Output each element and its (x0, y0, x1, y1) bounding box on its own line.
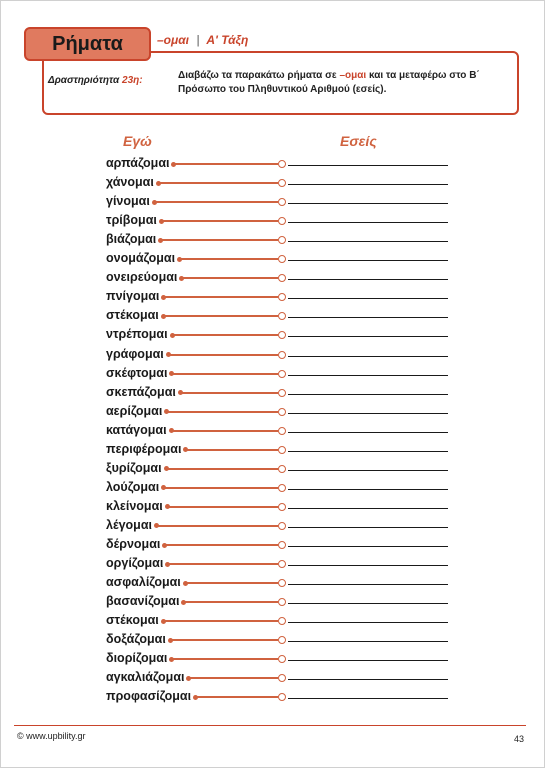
verb-label: στέκομαι (106, 308, 159, 323)
connector-line (164, 315, 278, 317)
answer-blank[interactable] (288, 470, 448, 471)
verb-label: προφασίζομαι (106, 689, 192, 704)
connector-end-circle[interactable] (278, 312, 286, 320)
verb-label: πνίγομαι (106, 289, 160, 304)
verb-row (0, 593, 545, 612)
suffix-label: –ομαι (157, 33, 190, 47)
answer-blank[interactable] (288, 527, 448, 528)
grade-label: Α' Τάξη (206, 33, 249, 47)
verb-row (0, 269, 545, 288)
connector-line (159, 182, 278, 184)
answer-blank[interactable] (288, 603, 448, 604)
footer-copyright: © www.upbility.gr (17, 731, 86, 741)
connector-line (180, 258, 278, 260)
connector-end-circle[interactable] (278, 389, 286, 397)
answer-blank[interactable] (288, 489, 448, 490)
column-heading-ego: Εγώ (123, 133, 152, 149)
connector-line (157, 525, 278, 527)
connector-line (167, 468, 278, 470)
verb-label: ξυρίζομαι (106, 460, 162, 475)
connector-line (172, 658, 278, 660)
verb-row (0, 288, 545, 307)
verb-row (0, 669, 545, 688)
verb-label: κλείνομαι (106, 498, 163, 513)
answer-blank[interactable] (288, 279, 448, 280)
instruction-text-after: και τα μεταφέρω στο Β΄ Πρόσωπο του Πληθυντικού Αριθμού (εσείς). (178, 70, 480, 95)
connector-end-circle[interactable] (278, 484, 286, 492)
verb-row (0, 441, 545, 460)
verb-label: κατάγομαι (106, 422, 167, 437)
activity-number: 23η: (122, 75, 143, 86)
connector-end-circle[interactable] (278, 255, 286, 263)
connector-end-circle[interactable] (278, 274, 286, 282)
connector-end-circle[interactable] (278, 617, 286, 625)
connector-line (173, 334, 278, 336)
answer-blank[interactable] (288, 432, 448, 433)
verb-label: γίνομαι (106, 194, 150, 209)
connector-line (189, 677, 278, 679)
answer-blank[interactable] (288, 679, 448, 680)
verb-row (0, 688, 545, 707)
verb-label: περιφέρομαι (106, 441, 182, 456)
connector-line (196, 696, 278, 698)
verb-label: ονομάζομαι (106, 251, 176, 266)
connector-end-circle[interactable] (278, 331, 286, 339)
connector-end-circle[interactable] (278, 217, 286, 225)
verb-row (0, 384, 545, 403)
answer-blank[interactable] (288, 184, 448, 185)
verb-label: βιάζομαι (106, 232, 157, 247)
answer-blank[interactable] (288, 660, 448, 661)
answer-blank[interactable] (288, 622, 448, 623)
connector-end-circle[interactable] (278, 636, 286, 644)
answer-blank[interactable] (288, 451, 448, 452)
answer-blank[interactable] (288, 298, 448, 299)
verb-label: χάνομαι (106, 175, 154, 190)
answer-blank[interactable] (288, 260, 448, 261)
verb-row (0, 346, 545, 365)
verb-label: ονειρεύομαι (106, 270, 178, 285)
answer-blank[interactable] (288, 241, 448, 242)
activity-label-prefix: Δραστηριότητα (48, 75, 120, 86)
connector-end-circle[interactable] (278, 198, 286, 206)
verb-label: σκέφτομαι (106, 365, 168, 380)
instruction-text-before: Διαβάζω τα παρακάτω ρήματα σε (178, 70, 337, 81)
verb-label: λέγομαι (106, 517, 152, 532)
connector-line (164, 296, 278, 298)
verb-label: ντρέπομαι (106, 327, 168, 342)
connector-end-circle[interactable] (278, 503, 286, 511)
connector-line (182, 277, 278, 279)
connector-line (164, 487, 278, 489)
answer-blank[interactable] (288, 394, 448, 395)
verb-row (0, 650, 545, 669)
connector-line (172, 430, 278, 432)
activity-instructions (178, 69, 516, 97)
verb-row (0, 460, 545, 479)
activity-label (48, 75, 143, 86)
connector-line (186, 449, 278, 451)
verb-row (0, 174, 545, 193)
verb-row (0, 193, 545, 212)
verb-label: δοξάζομαι (106, 632, 166, 647)
answer-blank[interactable] (288, 641, 448, 642)
connector-end-circle[interactable] (278, 160, 286, 168)
connector-end-circle[interactable] (278, 693, 286, 701)
verb-label: δέρνομαι (106, 537, 161, 551)
connector-line (161, 239, 278, 241)
verb-row (0, 536, 545, 555)
connector-line (181, 392, 278, 394)
connector-end-circle[interactable] (278, 293, 286, 301)
verb-row (0, 307, 545, 326)
verb-row (0, 231, 545, 250)
subtitle (157, 33, 248, 47)
verb-label: λούζομαι (106, 479, 160, 494)
page-number: 43 (513, 734, 524, 744)
connector-line (172, 373, 278, 375)
connector-line (168, 506, 278, 508)
connector-end-circle[interactable] (278, 579, 286, 587)
verb-label: σκεπάζομαι (106, 384, 176, 399)
connector-line (155, 201, 278, 203)
verb-row (0, 365, 545, 384)
verb-label: αγκαλιάζομαι (106, 670, 185, 685)
verb-label: στέκομαι (106, 613, 159, 628)
verb-row (0, 403, 545, 422)
instruction-highlight: –ομαι (339, 70, 367, 81)
verb-row (0, 517, 545, 536)
connector-end-circle[interactable] (278, 236, 286, 244)
connector-end-circle[interactable] (278, 655, 286, 663)
answer-blank[interactable] (288, 203, 448, 204)
column-heading-eseis: Εσείς (340, 133, 377, 149)
verb-row (0, 498, 545, 517)
verb-row (0, 155, 545, 174)
connector-line (171, 639, 278, 641)
verb-label: αρπάζομαι (106, 156, 170, 170)
verb-row (0, 422, 545, 441)
verb-row (0, 326, 545, 345)
footer-divider (14, 725, 526, 726)
connector-line (164, 620, 278, 622)
connector-end-circle[interactable] (278, 408, 286, 416)
connector-end-circle[interactable] (278, 560, 286, 568)
answer-blank[interactable] (288, 413, 448, 414)
verb-label: τρίβομαι (106, 213, 157, 228)
connector-end-circle[interactable] (278, 598, 286, 606)
answer-blank[interactable] (288, 222, 448, 223)
verb-label: διορίζομαι (106, 651, 168, 666)
connector-line (184, 601, 278, 603)
connector-line (165, 544, 278, 546)
separator: | (196, 33, 200, 47)
answer-blank[interactable] (288, 165, 448, 166)
answer-blank[interactable] (288, 508, 448, 509)
verb-row (0, 631, 545, 650)
answer-blank[interactable] (288, 375, 448, 376)
answer-blank[interactable] (288, 698, 448, 699)
connector-end-circle[interactable] (278, 446, 286, 454)
connector-end-circle[interactable] (278, 674, 286, 682)
connector-end-circle[interactable] (278, 179, 286, 187)
answer-blank[interactable] (288, 356, 448, 357)
connector-end-circle[interactable] (278, 370, 286, 378)
answer-blank[interactable] (288, 546, 448, 547)
verb-label: ασφαλίζομαι (106, 575, 181, 590)
connector-end-circle[interactable] (278, 427, 286, 435)
answer-blank[interactable] (288, 317, 448, 318)
verb-row (0, 612, 545, 631)
answer-blank[interactable] (288, 565, 448, 566)
answer-blank[interactable] (288, 584, 448, 585)
connector-end-circle[interactable] (278, 465, 286, 473)
connector-line (162, 220, 278, 222)
verb-label: οργίζομαι (106, 556, 164, 571)
connector-line (167, 411, 278, 413)
verb-row (0, 574, 545, 593)
verb-row (0, 212, 545, 231)
verb-row (0, 250, 545, 269)
connector-end-circle[interactable] (278, 541, 286, 549)
verb-label: αερίζομαι (106, 403, 163, 418)
verb-label: γράφομαι (106, 346, 164, 361)
answer-blank[interactable] (288, 336, 448, 337)
connector-end-circle[interactable] (278, 522, 286, 530)
connector-end-circle[interactable] (278, 351, 286, 359)
connector-line (168, 563, 278, 565)
verb-row (0, 555, 545, 574)
verb-row (0, 479, 545, 498)
verb-label: βασανίζομαι (106, 594, 180, 609)
connector-line (186, 582, 278, 584)
connector-line (174, 163, 278, 165)
page-title: Ρήματα (24, 27, 151, 61)
connector-line (169, 354, 278, 356)
